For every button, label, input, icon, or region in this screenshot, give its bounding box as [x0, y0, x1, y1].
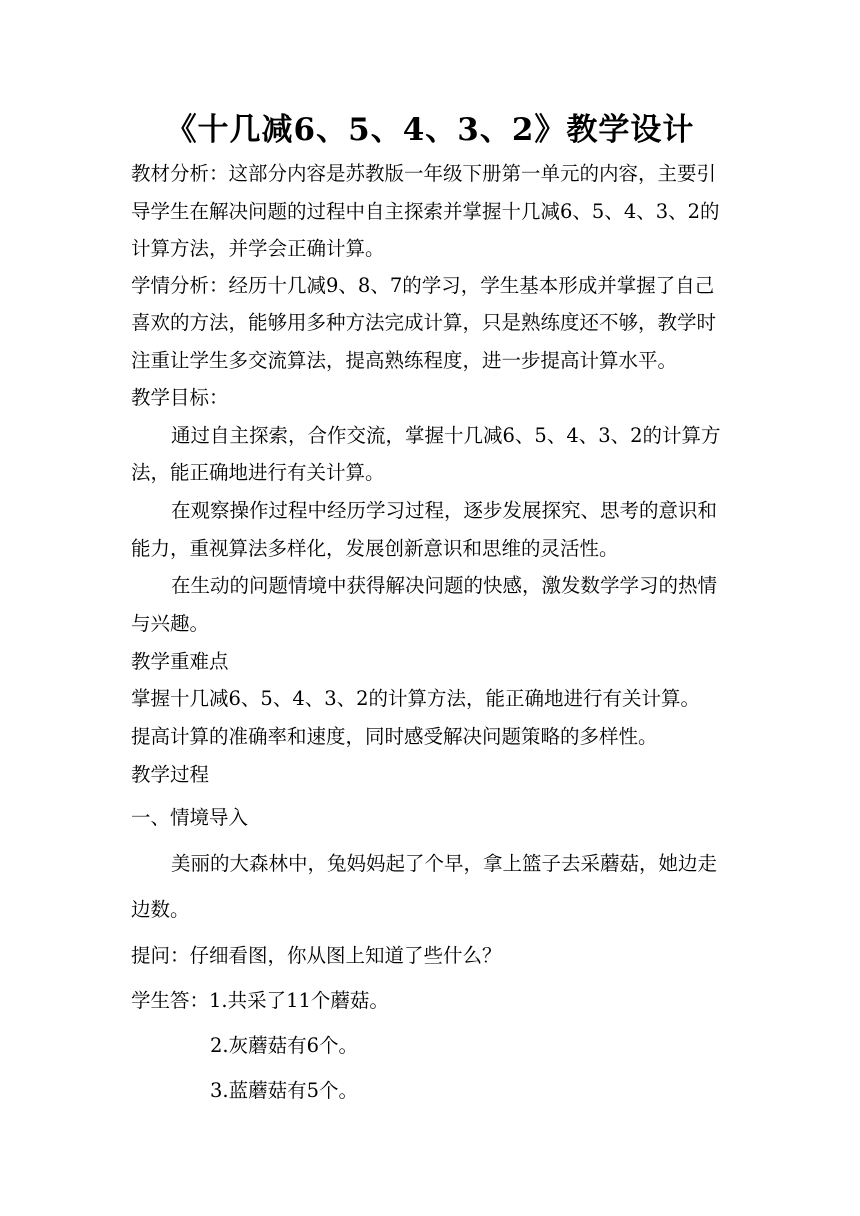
paragraph-line: 掌握十几减6、5、4、3、2的计算方法，能正确地进行有关计算。	[131, 687, 701, 710]
paragraph-line: 美丽的大森林中，兔妈妈起了个早，拿上篮子去采蘑菇，她边走	[171, 852, 718, 875]
paragraph-line: 提高计算的准确率和速度，同时感受解决问题策略的多样性。	[131, 725, 658, 748]
paragraph-line: 导学生在解决问题的过程中自主探索并掌握十几减6、5、4、3、2的	[131, 200, 720, 223]
paragraph-line: 边数。	[131, 898, 190, 921]
section-heading: 一、情境导入	[131, 806, 249, 829]
paragraph-line: 学生答：1.共采了11个蘑菇。	[131, 989, 389, 1012]
paragraph-line: 在生动的问题情境中获得解决问题的快感，激发数学学习的热情	[171, 574, 718, 597]
paragraph-line: 教材分析：这部分内容是苏教版一年级下册第一单元的内容，主要引	[131, 162, 717, 185]
document-title: 《十几减6、5、4、3、2》教学设计	[165, 112, 695, 148]
paragraph-line: 注重让学生多交流算法，提高熟练程度，进一步提高计算水平。	[131, 349, 678, 372]
paragraph-line: 通过自主探索，合作交流，掌握十几减6、5、4、3、2的计算方	[171, 424, 721, 447]
paragraph-line: 学情分析：经历十几减9、8、7的学习，学生基本形成并掌握了自己	[131, 274, 715, 297]
section-heading: 教学目标：	[131, 386, 229, 409]
section-heading: 教学重难点	[131, 650, 229, 673]
paragraph-line: 喜欢的方法，能够用多种方法完成计算，只是熟练度还不够，教学时	[131, 311, 717, 334]
paragraph-line: 在观察操作过程中经历学习过程，逐步发展探究、思考的意识和	[171, 499, 718, 522]
paragraph-line: 法，能正确地进行有关计算。	[131, 461, 385, 484]
paragraph-line: 提问：仔细看图，你从图上知道了些什么？	[131, 944, 502, 967]
paragraph-line: 2.灰蘑菇有6个。	[210, 1034, 359, 1057]
paragraph-line: 3.蓝蘑菇有5个。	[210, 1079, 359, 1102]
section-heading: 教学过程	[131, 763, 210, 786]
paragraph-line: 计算方法，并学会正确计算。	[131, 237, 385, 260]
paragraph-line: 与兴趣。	[131, 612, 210, 635]
paragraph-line: 能力，重视算法多样化，发展创新意识和思维的灵活性。	[131, 537, 619, 560]
